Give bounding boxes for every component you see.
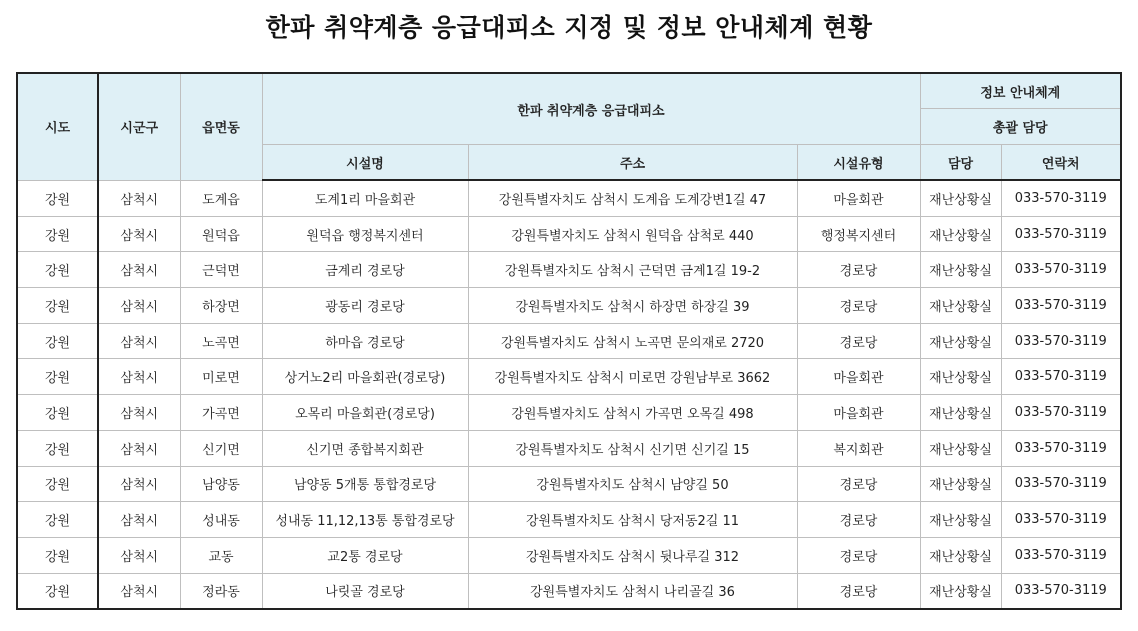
cell-facility-type: 경로당 xyxy=(797,288,920,324)
table-row xyxy=(17,466,1121,502)
cell-sido: 강원 xyxy=(17,502,98,538)
cell-contact: 033-570-3119 xyxy=(1001,288,1121,324)
cell-address: 강원특별자치도 삼척시 원덕읍 삼척로 440 xyxy=(468,216,797,252)
cell-contact: 033-570-3119 xyxy=(1001,252,1121,288)
header-info-sub: 총괄 담당 xyxy=(920,109,1121,145)
cell-dong: 성내동 xyxy=(180,502,262,538)
cell-contact: 033-570-3119 xyxy=(1001,573,1121,609)
cell-manager: 재난상황실 xyxy=(920,537,1001,573)
cell-manager: 재난상황실 xyxy=(920,359,1001,395)
cell-contact: 033-570-3119 xyxy=(1001,216,1121,252)
cell-facility-name: 원덕읍 행정복지센터 xyxy=(262,216,468,252)
cell-address: 강원특별자치도 삼척시 뒷나루길 312 xyxy=(468,537,797,573)
cell-facility-name: 오목리 마을회관(경로당) xyxy=(262,395,468,431)
table-row xyxy=(17,323,1121,359)
cell-facility-type: 마을회관 xyxy=(797,395,920,431)
table-row xyxy=(17,359,1121,395)
cell-manager: 재난상황실 xyxy=(920,395,1001,431)
cell-address: 강원특별자치도 삼척시 근덕면 금계1길 19-2 xyxy=(468,252,797,288)
cell-facility-name: 신기면 종합복지회관 xyxy=(262,430,468,466)
cell-address: 강원특별자치도 삼척시 도계읍 도계강변1길 47 xyxy=(468,180,797,216)
cell-dong: 미로면 xyxy=(180,359,262,395)
cell-contact: 033-570-3119 xyxy=(1001,537,1121,573)
cell-contact: 033-570-3119 xyxy=(1001,395,1121,431)
cell-sido: 강원 xyxy=(17,430,98,466)
header-manager: 담당 xyxy=(920,145,1001,181)
cell-facility-name: 도계1리 마을회관 xyxy=(262,180,468,216)
cell-facility-name: 상거노2리 마을회관(경로당) xyxy=(262,359,468,395)
cell-dong: 근덕면 xyxy=(180,252,262,288)
shelter-table xyxy=(16,72,1122,610)
cell-manager: 재난상황실 xyxy=(920,180,1001,216)
cell-facility-type: 복지회관 xyxy=(797,430,920,466)
cell-address: 강원특별자치도 삼척시 남양길 50 xyxy=(468,466,797,502)
header-facility-name: 시설명 xyxy=(262,145,468,181)
header-shelter-group: 한파 취약계층 응급대피소 xyxy=(262,73,920,145)
header-sido: 시도 xyxy=(17,73,98,180)
cell-address: 강원특별자치도 삼척시 하장면 하장길 39 xyxy=(468,288,797,324)
cell-facility-type: 행정복지센터 xyxy=(797,216,920,252)
table-row xyxy=(17,288,1121,324)
cell-facility-type: 경로당 xyxy=(797,573,920,609)
cell-dong: 도계읍 xyxy=(180,180,262,216)
cell-sido: 강원 xyxy=(17,216,98,252)
cell-dong: 정라동 xyxy=(180,573,262,609)
cell-manager: 재난상황실 xyxy=(920,573,1001,609)
cell-contact: 033-570-3119 xyxy=(1001,180,1121,216)
cell-manager: 재난상황실 xyxy=(920,216,1001,252)
table-body xyxy=(17,180,1121,609)
cell-manager: 재난상황실 xyxy=(920,288,1001,324)
cell-address: 강원특별자치도 삼척시 미로면 강원남부로 3662 xyxy=(468,359,797,395)
cell-dong: 가곡면 xyxy=(180,395,262,431)
cell-address: 강원특별자치도 삼척시 노곡면 문의재로 2720 xyxy=(468,323,797,359)
cell-sigungu: 삼척시 xyxy=(98,252,180,288)
table-row xyxy=(17,502,1121,538)
table-row xyxy=(17,573,1121,609)
cell-manager: 재난상황실 xyxy=(920,466,1001,502)
cell-facility-name: 성내동 11,12,13통 통합경로당 xyxy=(262,502,468,538)
cell-manager: 재난상황실 xyxy=(920,502,1001,538)
cell-facility-name: 남양동 5개통 통합경로당 xyxy=(262,466,468,502)
cell-sido: 강원 xyxy=(17,180,98,216)
table-row xyxy=(17,180,1121,216)
cell-address: 강원특별자치도 삼척시 가곡면 오목길 498 xyxy=(468,395,797,431)
header-info-group: 정보 안내체계 xyxy=(920,73,1121,109)
table-row xyxy=(17,216,1121,252)
cell-address: 강원특별자치도 삼척시 당저동2길 11 xyxy=(468,502,797,538)
cell-manager: 재난상황실 xyxy=(920,323,1001,359)
cell-sido: 강원 xyxy=(17,252,98,288)
header-facility-type: 시설유형 xyxy=(797,145,920,181)
cell-facility-name: 나릿골 경로당 xyxy=(262,573,468,609)
cell-dong: 원덕읍 xyxy=(180,216,262,252)
cell-sido: 강원 xyxy=(17,323,98,359)
cell-facility-type: 경로당 xyxy=(797,466,920,502)
cell-sido: 강원 xyxy=(17,395,98,431)
cell-dong: 노곡면 xyxy=(180,323,262,359)
cell-sigungu: 삼척시 xyxy=(98,359,180,395)
cell-sigungu: 삼척시 xyxy=(98,502,180,538)
cell-facility-name: 하마읍 경로당 xyxy=(262,323,468,359)
cell-sigungu: 삼척시 xyxy=(98,537,180,573)
cell-sigungu: 삼척시 xyxy=(98,180,180,216)
cell-sigungu: 삼척시 xyxy=(98,323,180,359)
cell-manager: 재난상황실 xyxy=(920,430,1001,466)
cell-sigungu: 삼척시 xyxy=(98,430,180,466)
cell-contact: 033-570-3119 xyxy=(1001,430,1121,466)
table-row xyxy=(17,537,1121,573)
cell-facility-type: 경로당 xyxy=(797,252,920,288)
cell-dong: 교동 xyxy=(180,537,262,573)
cell-address: 강원특별자치도 삼척시 신기면 신기길 15 xyxy=(468,430,797,466)
cell-sigungu: 삼척시 xyxy=(98,395,180,431)
cell-sigungu: 삼척시 xyxy=(98,466,180,502)
header-eupmyeondong: 읍면동 xyxy=(180,73,262,180)
cell-facility-type: 마을회관 xyxy=(797,180,920,216)
header-contact: 연락처 xyxy=(1001,145,1121,181)
cell-sigungu: 삼척시 xyxy=(98,573,180,609)
cell-facility-name: 광동리 경로당 xyxy=(262,288,468,324)
cell-address: 강원특별자치도 삼척시 나리골길 36 xyxy=(468,573,797,609)
cell-dong: 남양동 xyxy=(180,466,262,502)
cell-sido: 강원 xyxy=(17,288,98,324)
cell-sigungu: 삼척시 xyxy=(98,288,180,324)
cell-sido: 강원 xyxy=(17,537,98,573)
cell-sigungu: 삼척시 xyxy=(98,216,180,252)
cell-facility-name: 교2통 경로당 xyxy=(262,537,468,573)
cell-contact: 033-570-3119 xyxy=(1001,359,1121,395)
cell-dong: 하장면 xyxy=(180,288,262,324)
header-sigungu: 시군구 xyxy=(98,73,180,180)
cell-sido: 강원 xyxy=(17,573,98,609)
cell-sido: 강원 xyxy=(17,466,98,502)
document-title: 한파 취약계층 응급대피소 지정 및 정보 안내체계 현황 xyxy=(265,13,873,42)
table-row xyxy=(17,430,1121,466)
cell-facility-type: 경로당 xyxy=(797,537,920,573)
table-row xyxy=(17,395,1121,431)
cell-facility-type: 경로당 xyxy=(797,502,920,538)
cell-sido: 강원 xyxy=(17,359,98,395)
cell-contact: 033-570-3119 xyxy=(1001,323,1121,359)
table-row xyxy=(17,252,1121,288)
cell-facility-type: 마을회관 xyxy=(797,359,920,395)
cell-facility-name: 금계리 경로당 xyxy=(262,252,468,288)
cell-manager: 재난상황실 xyxy=(920,252,1001,288)
header-address: 주소 xyxy=(468,145,797,181)
cell-contact: 033-570-3119 xyxy=(1001,466,1121,502)
cell-dong: 신기면 xyxy=(180,430,262,466)
cell-facility-type: 경로당 xyxy=(797,323,920,359)
cell-contact: 033-570-3119 xyxy=(1001,502,1121,538)
